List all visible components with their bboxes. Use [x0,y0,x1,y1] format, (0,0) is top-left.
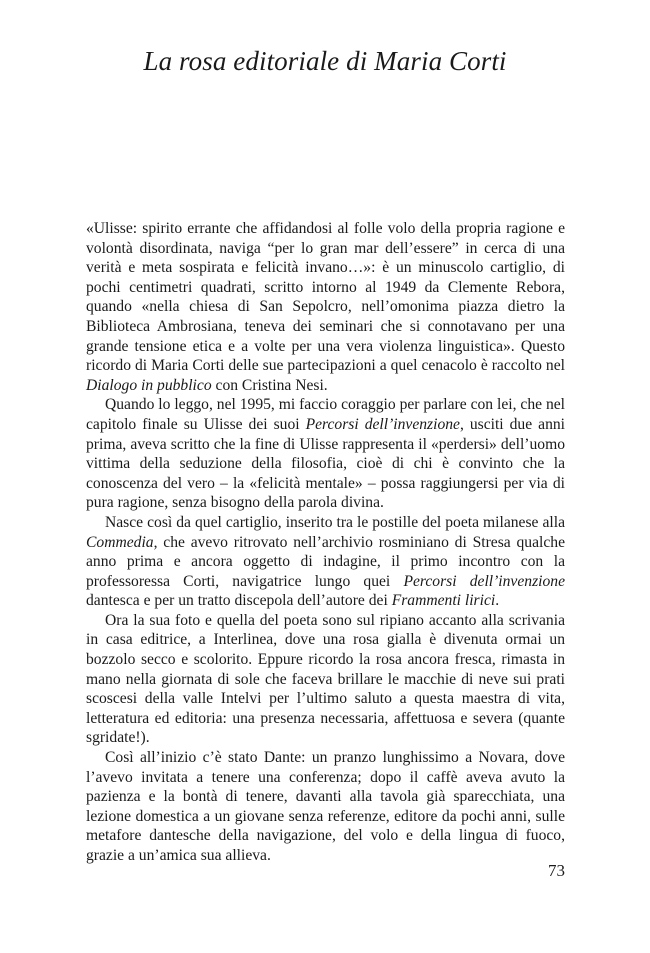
text-span: Nasce così da quel cartiglio, inserito tra le postille del poeta milanese alla [105,513,565,531]
paragraph [86,611,565,748]
paragraph [86,395,565,513]
paragraph [86,219,565,395]
text-span: Ora la sua foto e quella del poeta sono sul ripiano accanto alla scrivania in casa editrice, a Interlinea, dove una rosa gialla è divenuta ormai un bozzolo secco e scolorito. Eppure ricordo la rosa ancora fresca, rimasta in mano nella giornata di sole che faceva brillare le macchie di neve sui prati scoscesi della valle Intelvi per l’ultimo saluto a questa maestra di vita, letteratura ed editoria: una presenza necessaria, affettuosa e severa (quante sgridate!). [86,611,565,747]
text-span: Così all’inizio c’è stato Dante: un pranzo lunghissimo a Novara, dove l’avevo invitata a tenere una conferenza; dopo il caffè aveva avuto la pazienza e la bontà di tenere, davanti alla tavola già sparecchiata, una lezione domestica a un giovane senza referenze, editore da pochi anni, sulle metafore dantesche della navigazione, del volo e della lingua di fuoco, grazie a un’amica sua allieva. [86,749,565,864]
italic-title-span: Frammenti lirici [391,592,496,610]
paragraph [86,513,565,611]
italic-title-span: Dialogo in pubblico [86,376,212,394]
text-span: dantesca e per un tratto discepola dell’autore dei [86,592,392,610]
italic-title-span: Percorsi dell’invenzione [305,415,460,433]
page-number: 73 [548,861,565,880]
italic-title-span: Percorsi dell’invenzione [403,572,565,590]
text-span: con Cristina Nesi. [211,376,328,394]
paragraph [86,748,565,866]
text-span: Quando lo leggo, nel 1995, mi faccio coraggio per parlare con lei, che nel capitolo finale su Ulisse dei suoi [86,396,565,433]
text-span: , usciti due anni prima, aveva scritto che la fine di Ulisse rappresenta il «perdersi» dell’uomo vittima della seduzione della filosofia, cioè di chi è convinto che la conoscenza del vero – la «felicità mentale» – possa raggiungersi per via di pura ragione, senza bisogno della parola divina. [86,415,565,512]
body-text [86,219,565,866]
italic-title-span: Commedia [86,533,154,551]
text-span: , che avevo ritrovato nell’archivio rosminiano di Stresa qualche anno prima e ancora oggetto di indagine, il primo incontro con la professoressa Corti, navigatrice lungo quei [86,533,565,590]
text-span: «Ulisse: spirito errante che affidandosi al folle volo della propria ragione e volontà disordinata, naviga “per lo gran mar dell’essere” in cerca di una verità e meta sospirata e felicità invano…»: è un minuscolo cartiglio, di pochi centimetri quadrati, scritto intorno al 1949 da Clemente Rebora, quando «nella chiesa di San Sepolcro, nell’omonima piazza dietro la Biblioteca Ambrosiana, teneva dei seminari che si connotavano per una grande tensione etica e a volte per una vera violenza linguistica». Questo ricordo di Maria Corti delle sue partecipazioni a quel cenacolo è raccolto nel [86,220,565,375]
chapter-title: La rosa editoriale di Maria Corti [143,46,507,76]
text-span: . [495,592,500,610]
